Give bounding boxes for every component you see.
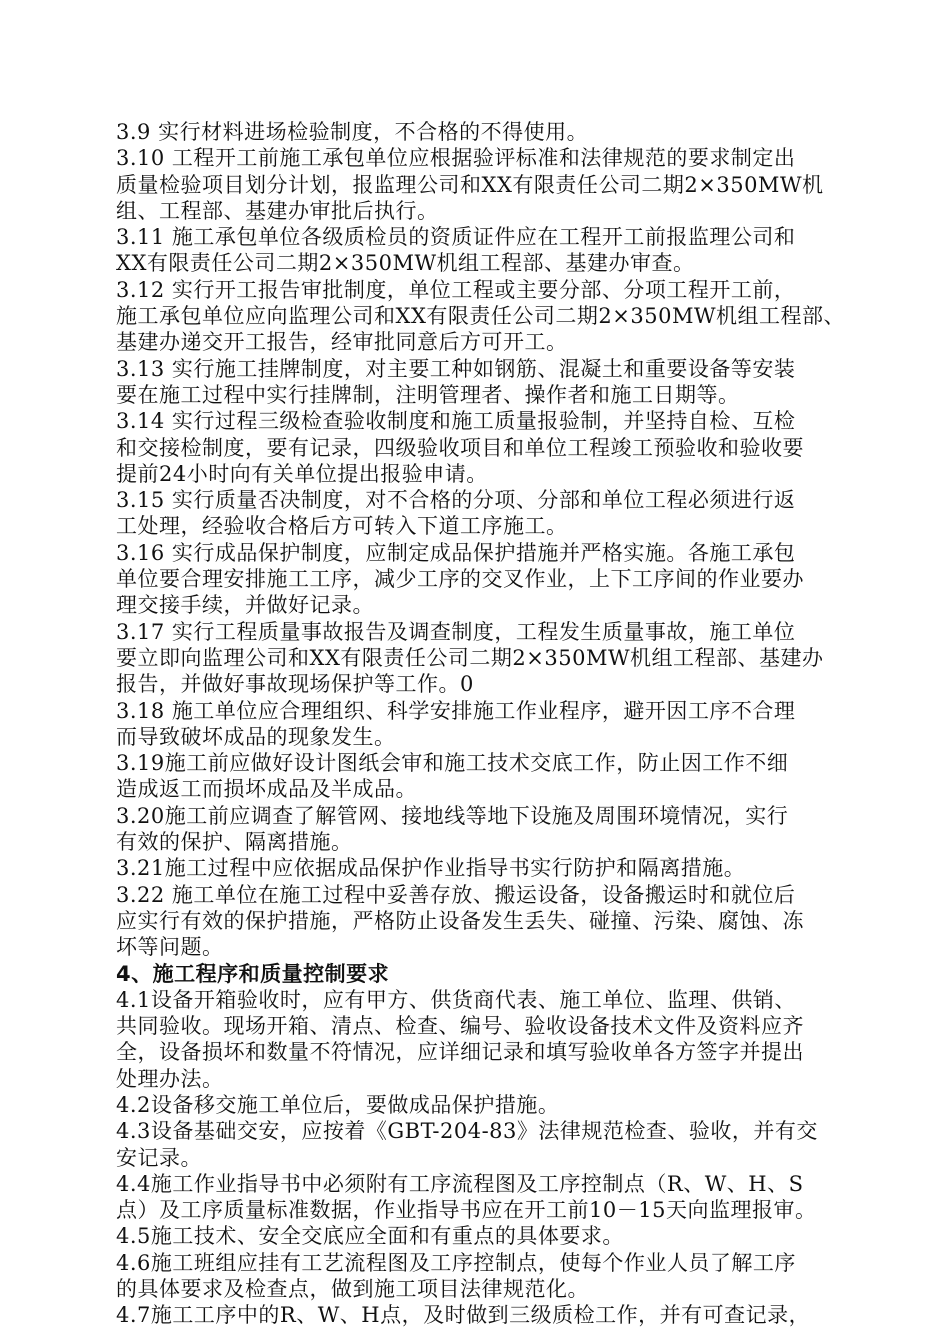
text-line: 4.6施工班组应挂有工艺流程图及工序控制点，使每个作业人员了解工序 xyxy=(116,1250,796,1275)
text-line: 安记录。 xyxy=(116,1145,202,1170)
text-line: 4.2设备移交施工单位后，要做成品保护措施。 xyxy=(116,1092,560,1117)
text-line: 4.5施工技术、安全交底应全面和有重点的具体要求。 xyxy=(116,1224,624,1249)
text-line: 施工承包单位应向监理公司和XX有限责任公司二期2×350MW机组工程部、 xyxy=(116,304,846,329)
text-line: 3.21施工过程中应依据成品保护作业指导书实行防护和隔离措施。 xyxy=(116,856,746,881)
text-line: 提前24小时向有关单位提出报验申请。 xyxy=(116,461,488,486)
text-line: 3.20施工前应调查了解管网、接地线等地下设施及周围环境情况，实行 xyxy=(116,803,789,828)
section-heading: 4、施工程序和质量控制要求 xyxy=(116,961,390,986)
text-line: 3.19施工前应做好设计图纸会审和施工技术交底工作，防止因工作不细 xyxy=(116,751,789,776)
text-line: 点）及工序质量标准数据，作业指导书应在开工前10－15天向监理报审。 xyxy=(116,1198,817,1223)
text-line: 3.16 实行成品保护制度，应制定成品保护措施并严格实施。各施工承包 xyxy=(116,540,796,565)
text-line: 和交接检制度，要有记录，四级验收项目和单位工程竣工预验收和验收要 xyxy=(116,435,804,460)
text-line: 造成返工而损坏成品及半成品。 xyxy=(116,777,417,802)
document-body xyxy=(116,119,896,1329)
text-line: 3.12 实行开工报告审批制度，单位工程或主要分部、分项工程开工前， xyxy=(116,277,796,302)
text-line: 3.14 实行过程三级检查验收制度和施工质量报验制，并坚持自检、互检 xyxy=(116,409,796,434)
text-line: 坏等问题。 xyxy=(116,935,224,960)
text-line: 理交接手续，并做好记录。 xyxy=(116,593,374,618)
text-line: 3.13 实行施工挂牌制度，对主要工种如钢筋、混凝土和重要设备等安装 xyxy=(116,356,796,381)
text-line: 有效的保护、隔离措施。 xyxy=(116,830,353,855)
text-line: 4.4施工作业指导书中必须附有工序流程图及工序控制点（R、W、H、S xyxy=(116,1171,804,1196)
text-line: XX有限责任公司二期2×350MW机组工程部、基建办审查。 xyxy=(116,251,695,276)
text-line: 要在施工过程中实行挂牌制，注明管理者、操作者和施工日期等。 xyxy=(116,382,740,407)
text-line: 处理办法。 xyxy=(116,1066,224,1091)
text-line: 要立即向监理公司和XX有限责任公司二期2×350MW机组工程部、基建办 xyxy=(116,645,824,670)
text-line: 的具体要求及检查点，做到施工项目法律规范化。 xyxy=(116,1277,589,1302)
text-line: 4.1设备开箱验收时，应有甲方、供货商代表、施工单位、监理、供销、 xyxy=(116,987,796,1012)
text-line: 报告，并做好事故现场保护等工作。0 xyxy=(116,672,474,697)
text-line: 单位要合理安排施工工序，减少工序的交叉作业，上下工序间的作业要办 xyxy=(116,567,804,592)
text-line: 共同验收。现场开箱、清点、检查、编号、验收设备技术文件及资料应齐 xyxy=(116,1014,804,1039)
text-line: 组、工程部、基建办审批后执行。 xyxy=(116,198,439,223)
text-line: 3.15 实行质量否决制度，对不合格的分项、分部和单位工程必须进行返 xyxy=(116,488,796,513)
text-line: 3.9 实行材料进场检验制度，不合格的不得使用。 xyxy=(116,120,589,144)
text-line: 质量检验项目划分计划，报监理公司和XX有限责任公司二期2×350MW机 xyxy=(116,172,824,197)
text-line: 3.11 施工承包单位各级质检员的资质证件应在工程开工前报监理公司和 xyxy=(116,225,796,250)
text-line: 应实行有效的保护措施，严格防止设备发生丢失、碰撞、污染、腐蚀、冻 xyxy=(116,908,804,933)
text-line: 4.3设备基础交安，应按着《GBT-204-83》法律规范检查、验收，并有交 xyxy=(116,1119,818,1144)
text-line: 3.10 工程开工前施工承包单位应根据验评标准和法律规范的要求制定出 xyxy=(116,146,796,171)
text-line: 3.18 施工单位应合理组织、科学安排施工作业程序，避开因工序不合理 xyxy=(116,698,796,723)
text-line: 3.22 施工单位在施工过程中妥善存放、搬运设备，设备搬运时和就位后 xyxy=(116,882,796,907)
text-line: 3.17 实行工程质量事故报告及调查制度，工程发生质量事故，施工单位 xyxy=(116,619,796,644)
text-line: 基建办递交开工报告，经审批同意后方可开工。 xyxy=(116,330,568,355)
text-line: 工处理，经验收合格后方可转入下道工序施工。 xyxy=(116,514,568,539)
text-line: 4.7施工工序中的R、W、H点，及时做到三级质检工作，并有可查记录， xyxy=(116,1303,811,1328)
text-line: 而导致破坏成品的现象发生。 xyxy=(116,724,396,749)
text-line: 全，设备损坏和数量不符情况，应详细记录和填写验收单各方签字并提出 xyxy=(116,1040,804,1065)
